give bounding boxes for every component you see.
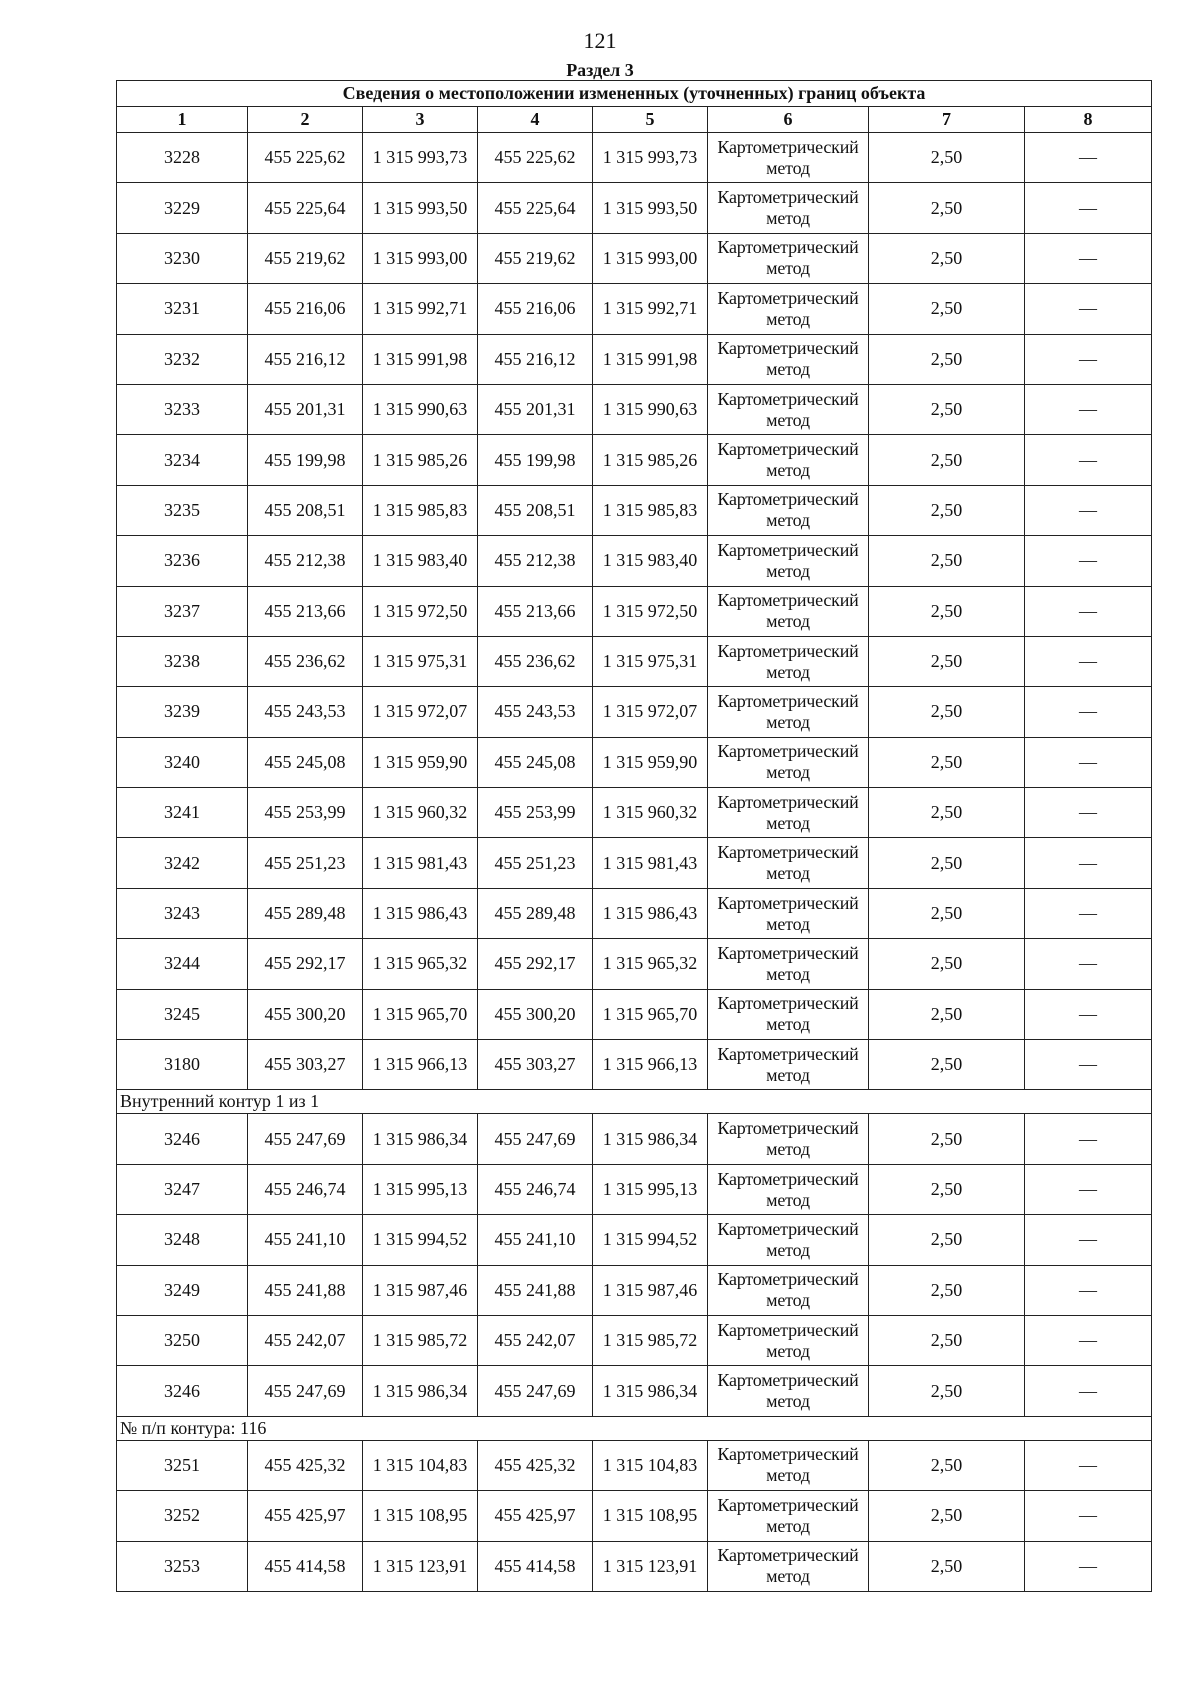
cell-old-y: 1 315 965,32: [363, 939, 478, 989]
cell-description: —: [1025, 1491, 1152, 1541]
cell-new-y: 1 315 985,26: [593, 435, 708, 485]
table-row: [117, 737, 1152, 787]
cell-new-x: 455 425,97: [478, 1491, 593, 1541]
cell-description: —: [1025, 788, 1152, 838]
table-row: [117, 1215, 1152, 1265]
cell-precision: 2,50: [869, 989, 1025, 1039]
table-row: [117, 536, 1152, 586]
cell-description: —: [1025, 384, 1152, 434]
cell-point-number: 3243: [117, 888, 248, 938]
cell-new-y: 1 315 972,07: [593, 687, 708, 737]
cell-old-x: 455 236,62: [248, 636, 363, 686]
cell-old-y: 1 315 104,83: [363, 1440, 478, 1490]
cell-precision: 2,50: [869, 133, 1025, 183]
cell-new-x: 455 212,38: [478, 536, 593, 586]
cell-precision: 2,50: [869, 737, 1025, 787]
column-number: 2: [248, 107, 363, 133]
cell-new-x: 455 289,48: [478, 888, 593, 938]
cell-old-x: 455 216,12: [248, 334, 363, 384]
cell-new-y: 1 315 983,40: [593, 536, 708, 586]
cell-old-x: 455 251,23: [248, 838, 363, 888]
cell-old-x: 455 201,31: [248, 384, 363, 434]
cell-precision: 2,50: [869, 687, 1025, 737]
cell-method: Картометрический метод: [708, 989, 869, 1039]
cell-new-x: 455 303,27: [478, 1040, 593, 1090]
cell-point-number: 3234: [117, 435, 248, 485]
cell-description: —: [1025, 485, 1152, 535]
cell-description: —: [1025, 133, 1152, 183]
cell-old-x: 455 242,07: [248, 1315, 363, 1365]
cell-old-y: 1 315 959,90: [363, 737, 478, 787]
cell-new-y: 1 315 993,50: [593, 183, 708, 233]
cell-old-x: 455 225,62: [248, 133, 363, 183]
table-row: [117, 788, 1152, 838]
cell-old-x: 455 225,64: [248, 183, 363, 233]
table-row: [117, 989, 1152, 1039]
cell-precision: 2,50: [869, 1440, 1025, 1490]
coordinates-table: [116, 80, 1152, 1592]
cell-new-x: 455 236,62: [478, 636, 593, 686]
cell-new-x: 455 414,58: [478, 1541, 593, 1591]
cell-method: Картометрический метод: [708, 485, 869, 535]
cell-method: Картометрический метод: [708, 133, 869, 183]
cell-new-y: 1 315 991,98: [593, 334, 708, 384]
cell-description: —: [1025, 233, 1152, 283]
cell-point-number: 3232: [117, 334, 248, 384]
contour-label: Внутренний контур 1 из 1: [117, 1090, 1152, 1114]
table-row: [117, 838, 1152, 888]
cell-new-y: 1 315 960,32: [593, 788, 708, 838]
cell-method: Картометрический метод: [708, 687, 869, 737]
cell-description: —: [1025, 636, 1152, 686]
cell-new-x: 455 225,62: [478, 133, 593, 183]
cell-point-number: 3238: [117, 636, 248, 686]
cell-old-x: 455 243,53: [248, 687, 363, 737]
cell-point-number: 3247: [117, 1164, 248, 1214]
cell-new-x: 455 241,88: [478, 1265, 593, 1315]
cell-new-x: 455 425,32: [478, 1440, 593, 1490]
cell-point-number: 3237: [117, 586, 248, 636]
cell-new-y: 1 315 993,73: [593, 133, 708, 183]
table-row: [117, 1366, 1152, 1416]
cell-new-y: 1 315 993,00: [593, 233, 708, 283]
cell-method: Картометрический метод: [708, 586, 869, 636]
cell-new-y: 1 315 966,13: [593, 1040, 708, 1090]
cell-point-number: 3228: [117, 133, 248, 183]
cell-new-x: 455 292,17: [478, 939, 593, 989]
cell-point-number: 3229: [117, 183, 248, 233]
cell-old-y: 1 315 993,50: [363, 183, 478, 233]
cell-new-y: 1 315 994,52: [593, 1215, 708, 1265]
cell-new-y: 1 315 992,71: [593, 284, 708, 334]
cell-precision: 2,50: [869, 384, 1025, 434]
cell-new-x: 455 201,31: [478, 384, 593, 434]
cell-precision: 2,50: [869, 1366, 1025, 1416]
table-row: [117, 888, 1152, 938]
cell-point-number: 3246: [117, 1114, 248, 1164]
cell-precision: 2,50: [869, 1541, 1025, 1591]
cell-old-x: 455 425,32: [248, 1440, 363, 1490]
cell-new-y: 1 315 104,83: [593, 1440, 708, 1490]
cell-precision: 2,50: [869, 888, 1025, 938]
section-title: Раздел 3: [566, 60, 634, 80]
cell-point-number: 3230: [117, 233, 248, 283]
cell-method: Картометрический метод: [708, 1315, 869, 1365]
cell-new-x: 455 219,62: [478, 233, 593, 283]
cell-old-x: 455 253,99: [248, 788, 363, 838]
cell-old-y: 1 315 972,07: [363, 687, 478, 737]
cell-precision: 2,50: [869, 838, 1025, 888]
cell-method: Картометрический метод: [708, 1541, 869, 1591]
cell-description: —: [1025, 1366, 1152, 1416]
cell-description: —: [1025, 586, 1152, 636]
table-row: [117, 435, 1152, 485]
cell-old-x: 455 292,17: [248, 939, 363, 989]
table-row: [117, 485, 1152, 535]
table-row: [117, 1265, 1152, 1315]
cell-precision: 2,50: [869, 485, 1025, 535]
cell-precision: 2,50: [869, 1040, 1025, 1090]
table-row: [117, 1040, 1152, 1090]
cell-precision: 2,50: [869, 1164, 1025, 1214]
cell-description: —: [1025, 888, 1152, 938]
cell-description: —: [1025, 687, 1152, 737]
cell-method: Картометрический метод: [708, 1215, 869, 1265]
cell-method: Картометрический метод: [708, 1491, 869, 1541]
cell-old-x: 455 219,62: [248, 233, 363, 283]
column-number: 4: [478, 107, 593, 133]
cell-description: —: [1025, 737, 1152, 787]
cell-description: —: [1025, 183, 1152, 233]
cell-old-y: 1 315 966,13: [363, 1040, 478, 1090]
column-number: 1: [117, 107, 248, 133]
column-number: 6: [708, 107, 869, 133]
cell-precision: 2,50: [869, 1315, 1025, 1365]
cell-method: Картометрический метод: [708, 737, 869, 787]
cell-precision: 2,50: [869, 636, 1025, 686]
table-row: [117, 284, 1152, 334]
cell-description: —: [1025, 284, 1152, 334]
cell-precision: 2,50: [869, 1114, 1025, 1164]
cell-new-y: 1 315 965,32: [593, 939, 708, 989]
cell-old-y: 1 315 985,72: [363, 1315, 478, 1365]
cell-new-y: 1 315 965,70: [593, 989, 708, 1039]
cell-new-y: 1 315 972,50: [593, 586, 708, 636]
cell-new-y: 1 315 985,72: [593, 1315, 708, 1365]
table-row: [117, 183, 1152, 233]
cell-new-y: 1 315 987,46: [593, 1265, 708, 1315]
table-row: [117, 233, 1152, 283]
cell-method: Картометрический метод: [708, 183, 869, 233]
cell-old-x: 455 213,66: [248, 586, 363, 636]
cell-point-number: 3242: [117, 838, 248, 888]
cell-description: —: [1025, 1164, 1152, 1214]
cell-old-y: 1 315 991,98: [363, 334, 478, 384]
cell-old-y: 1 315 990,63: [363, 384, 478, 434]
cell-old-y: 1 315 987,46: [363, 1265, 478, 1315]
cell-point-number: 3245: [117, 989, 248, 1039]
cell-method: Картометрический метод: [708, 536, 869, 586]
cell-old-y: 1 315 983,40: [363, 536, 478, 586]
column-number: 8: [1025, 107, 1152, 133]
cell-old-x: 455 208,51: [248, 485, 363, 535]
cell-description: —: [1025, 435, 1152, 485]
cell-new-x: 455 251,23: [478, 838, 593, 888]
cell-old-y: 1 315 981,43: [363, 838, 478, 888]
column-number: 3: [363, 107, 478, 133]
cell-old-y: 1 315 986,34: [363, 1366, 478, 1416]
cell-description: —: [1025, 1040, 1152, 1090]
table-row: [117, 1114, 1152, 1164]
cell-new-x: 455 199,98: [478, 435, 593, 485]
page-number: 121: [583, 28, 617, 53]
cell-method: Картометрический метод: [708, 435, 869, 485]
table-caption-row: [117, 81, 1152, 107]
cell-new-x: 455 216,12: [478, 334, 593, 384]
cell-point-number: 3246: [117, 1366, 248, 1416]
cell-old-y: 1 315 985,26: [363, 435, 478, 485]
cell-old-x: 455 414,58: [248, 1541, 363, 1591]
contour-label-row: [117, 1416, 1152, 1440]
column-number: 7: [869, 107, 1025, 133]
cell-old-y: 1 315 972,50: [363, 586, 478, 636]
cell-point-number: 3248: [117, 1215, 248, 1265]
cell-point-number: 3244: [117, 939, 248, 989]
table-row: [117, 334, 1152, 384]
cell-new-y: 1 315 985,83: [593, 485, 708, 535]
cell-old-y: 1 315 965,70: [363, 989, 478, 1039]
cell-point-number: 3236: [117, 536, 248, 586]
cell-method: Картометрический метод: [708, 1164, 869, 1214]
cell-point-number: 3233: [117, 384, 248, 434]
cell-new-x: 455 245,08: [478, 737, 593, 787]
cell-description: —: [1025, 1215, 1152, 1265]
cell-new-x: 455 243,53: [478, 687, 593, 737]
cell-method: Картометрический метод: [708, 1265, 869, 1315]
cell-description: —: [1025, 1114, 1152, 1164]
cell-precision: 2,50: [869, 1215, 1025, 1265]
cell-new-x: 455 213,66: [478, 586, 593, 636]
cell-old-y: 1 315 108,95: [363, 1491, 478, 1541]
cell-old-x: 455 216,06: [248, 284, 363, 334]
cell-old-y: 1 315 995,13: [363, 1164, 478, 1214]
cell-old-x: 455 241,88: [248, 1265, 363, 1315]
cell-description: —: [1025, 1265, 1152, 1315]
cell-old-y: 1 315 123,91: [363, 1541, 478, 1591]
cell-new-y: 1 315 986,34: [593, 1366, 708, 1416]
cell-method: Картометрический метод: [708, 1440, 869, 1490]
cell-point-number: 3240: [117, 737, 248, 787]
cell-old-y: 1 315 994,52: [363, 1215, 478, 1265]
table-row: [117, 636, 1152, 686]
cell-precision: 2,50: [869, 183, 1025, 233]
cell-description: —: [1025, 989, 1152, 1039]
cell-old-x: 455 246,74: [248, 1164, 363, 1214]
cell-point-number: 3180: [117, 1040, 248, 1090]
cell-old-y: 1 315 993,00: [363, 233, 478, 283]
cell-new-y: 1 315 959,90: [593, 737, 708, 787]
cell-old-y: 1 315 975,31: [363, 636, 478, 686]
cell-method: Картометрический метод: [708, 788, 869, 838]
cell-point-number: 3235: [117, 485, 248, 535]
cell-old-x: 455 245,08: [248, 737, 363, 787]
table-row: [117, 1541, 1152, 1591]
cell-description: —: [1025, 838, 1152, 888]
cell-new-x: 455 216,06: [478, 284, 593, 334]
table-row: [117, 586, 1152, 636]
cell-new-x: 455 246,74: [478, 1164, 593, 1214]
cell-point-number: 3253: [117, 1541, 248, 1591]
cell-new-y: 1 315 986,43: [593, 888, 708, 938]
cell-new-y: 1 315 995,13: [593, 1164, 708, 1214]
cell-method: Картометрический метод: [708, 1366, 869, 1416]
table-caption: Сведения о местоположении измененных (уточненных) границ объекта: [117, 81, 1152, 107]
table-row: [117, 133, 1152, 183]
cell-precision: 2,50: [869, 1491, 1025, 1541]
cell-precision: 2,50: [869, 334, 1025, 384]
table-row: [117, 1315, 1152, 1365]
table-row: [117, 1491, 1152, 1541]
table-row: [117, 1164, 1152, 1214]
cell-description: —: [1025, 1315, 1152, 1365]
cell-old-x: 455 247,69: [248, 1114, 363, 1164]
cell-point-number: 3249: [117, 1265, 248, 1315]
cell-new-x: 455 253,99: [478, 788, 593, 838]
cell-precision: 2,50: [869, 586, 1025, 636]
cell-new-y: 1 315 123,91: [593, 1541, 708, 1591]
cell-old-x: 455 303,27: [248, 1040, 363, 1090]
cell-description: —: [1025, 334, 1152, 384]
cell-precision: 2,50: [869, 233, 1025, 283]
cell-description: —: [1025, 939, 1152, 989]
cell-old-x: 455 425,97: [248, 1491, 363, 1541]
column-number-row: [117, 107, 1152, 133]
cell-point-number: 3252: [117, 1491, 248, 1541]
cell-new-y: 1 315 108,95: [593, 1491, 708, 1541]
cell-description: —: [1025, 1541, 1152, 1591]
cell-method: Картометрический метод: [708, 888, 869, 938]
cell-precision: 2,50: [869, 536, 1025, 586]
cell-point-number: 3241: [117, 788, 248, 838]
cell-method: Картометрический метод: [708, 334, 869, 384]
column-number: 5: [593, 107, 708, 133]
cell-old-y: 1 315 986,43: [363, 888, 478, 938]
cell-point-number: 3251: [117, 1440, 248, 1490]
cell-method: Картометрический метод: [708, 384, 869, 434]
cell-method: Картометрический метод: [708, 233, 869, 283]
cell-precision: 2,50: [869, 435, 1025, 485]
cell-point-number: 3239: [117, 687, 248, 737]
cell-description: —: [1025, 536, 1152, 586]
cell-old-x: 455 212,38: [248, 536, 363, 586]
cell-old-x: 455 247,69: [248, 1366, 363, 1416]
cell-old-y: 1 315 992,71: [363, 284, 478, 334]
cell-new-y: 1 315 986,34: [593, 1114, 708, 1164]
cell-new-x: 455 247,69: [478, 1366, 593, 1416]
cell-new-x: 455 208,51: [478, 485, 593, 535]
table-row: [117, 939, 1152, 989]
cell-new-x: 455 242,07: [478, 1315, 593, 1365]
cell-method: Картометрический метод: [708, 1040, 869, 1090]
cell-new-y: 1 315 981,43: [593, 838, 708, 888]
cell-new-x: 455 247,69: [478, 1114, 593, 1164]
cell-point-number: 3250: [117, 1315, 248, 1365]
cell-new-x: 455 225,64: [478, 183, 593, 233]
cell-method: Картометрический метод: [708, 838, 869, 888]
cell-description: —: [1025, 1440, 1152, 1490]
cell-method: Картометрический метод: [708, 284, 869, 334]
table-row: [117, 687, 1152, 737]
contour-label: № п/п контура: 116: [117, 1416, 1152, 1440]
cell-new-x: 455 241,10: [478, 1215, 593, 1265]
cell-new-y: 1 315 975,31: [593, 636, 708, 686]
cell-old-y: 1 315 960,32: [363, 788, 478, 838]
cell-old-x: 455 199,98: [248, 435, 363, 485]
cell-old-y: 1 315 986,34: [363, 1114, 478, 1164]
cell-method: Картометрический метод: [708, 636, 869, 686]
table-row: [117, 1440, 1152, 1490]
contour-label-row: [117, 1090, 1152, 1114]
cell-precision: 2,50: [869, 788, 1025, 838]
cell-precision: 2,50: [869, 284, 1025, 334]
cell-old-x: 455 300,20: [248, 989, 363, 1039]
table-body: [117, 133, 1152, 1592]
cell-precision: 2,50: [869, 1265, 1025, 1315]
cell-new-y: 1 315 990,63: [593, 384, 708, 434]
cell-old-y: 1 315 985,83: [363, 485, 478, 535]
cell-method: Картометрический метод: [708, 1114, 869, 1164]
cell-precision: 2,50: [869, 939, 1025, 989]
cell-old-x: 455 241,10: [248, 1215, 363, 1265]
cell-point-number: 3231: [117, 284, 248, 334]
cell-old-x: 455 289,48: [248, 888, 363, 938]
cell-new-x: 455 300,20: [478, 989, 593, 1039]
cell-old-y: 1 315 993,73: [363, 133, 478, 183]
cell-method: Картометрический метод: [708, 939, 869, 989]
table-row: [117, 384, 1152, 434]
